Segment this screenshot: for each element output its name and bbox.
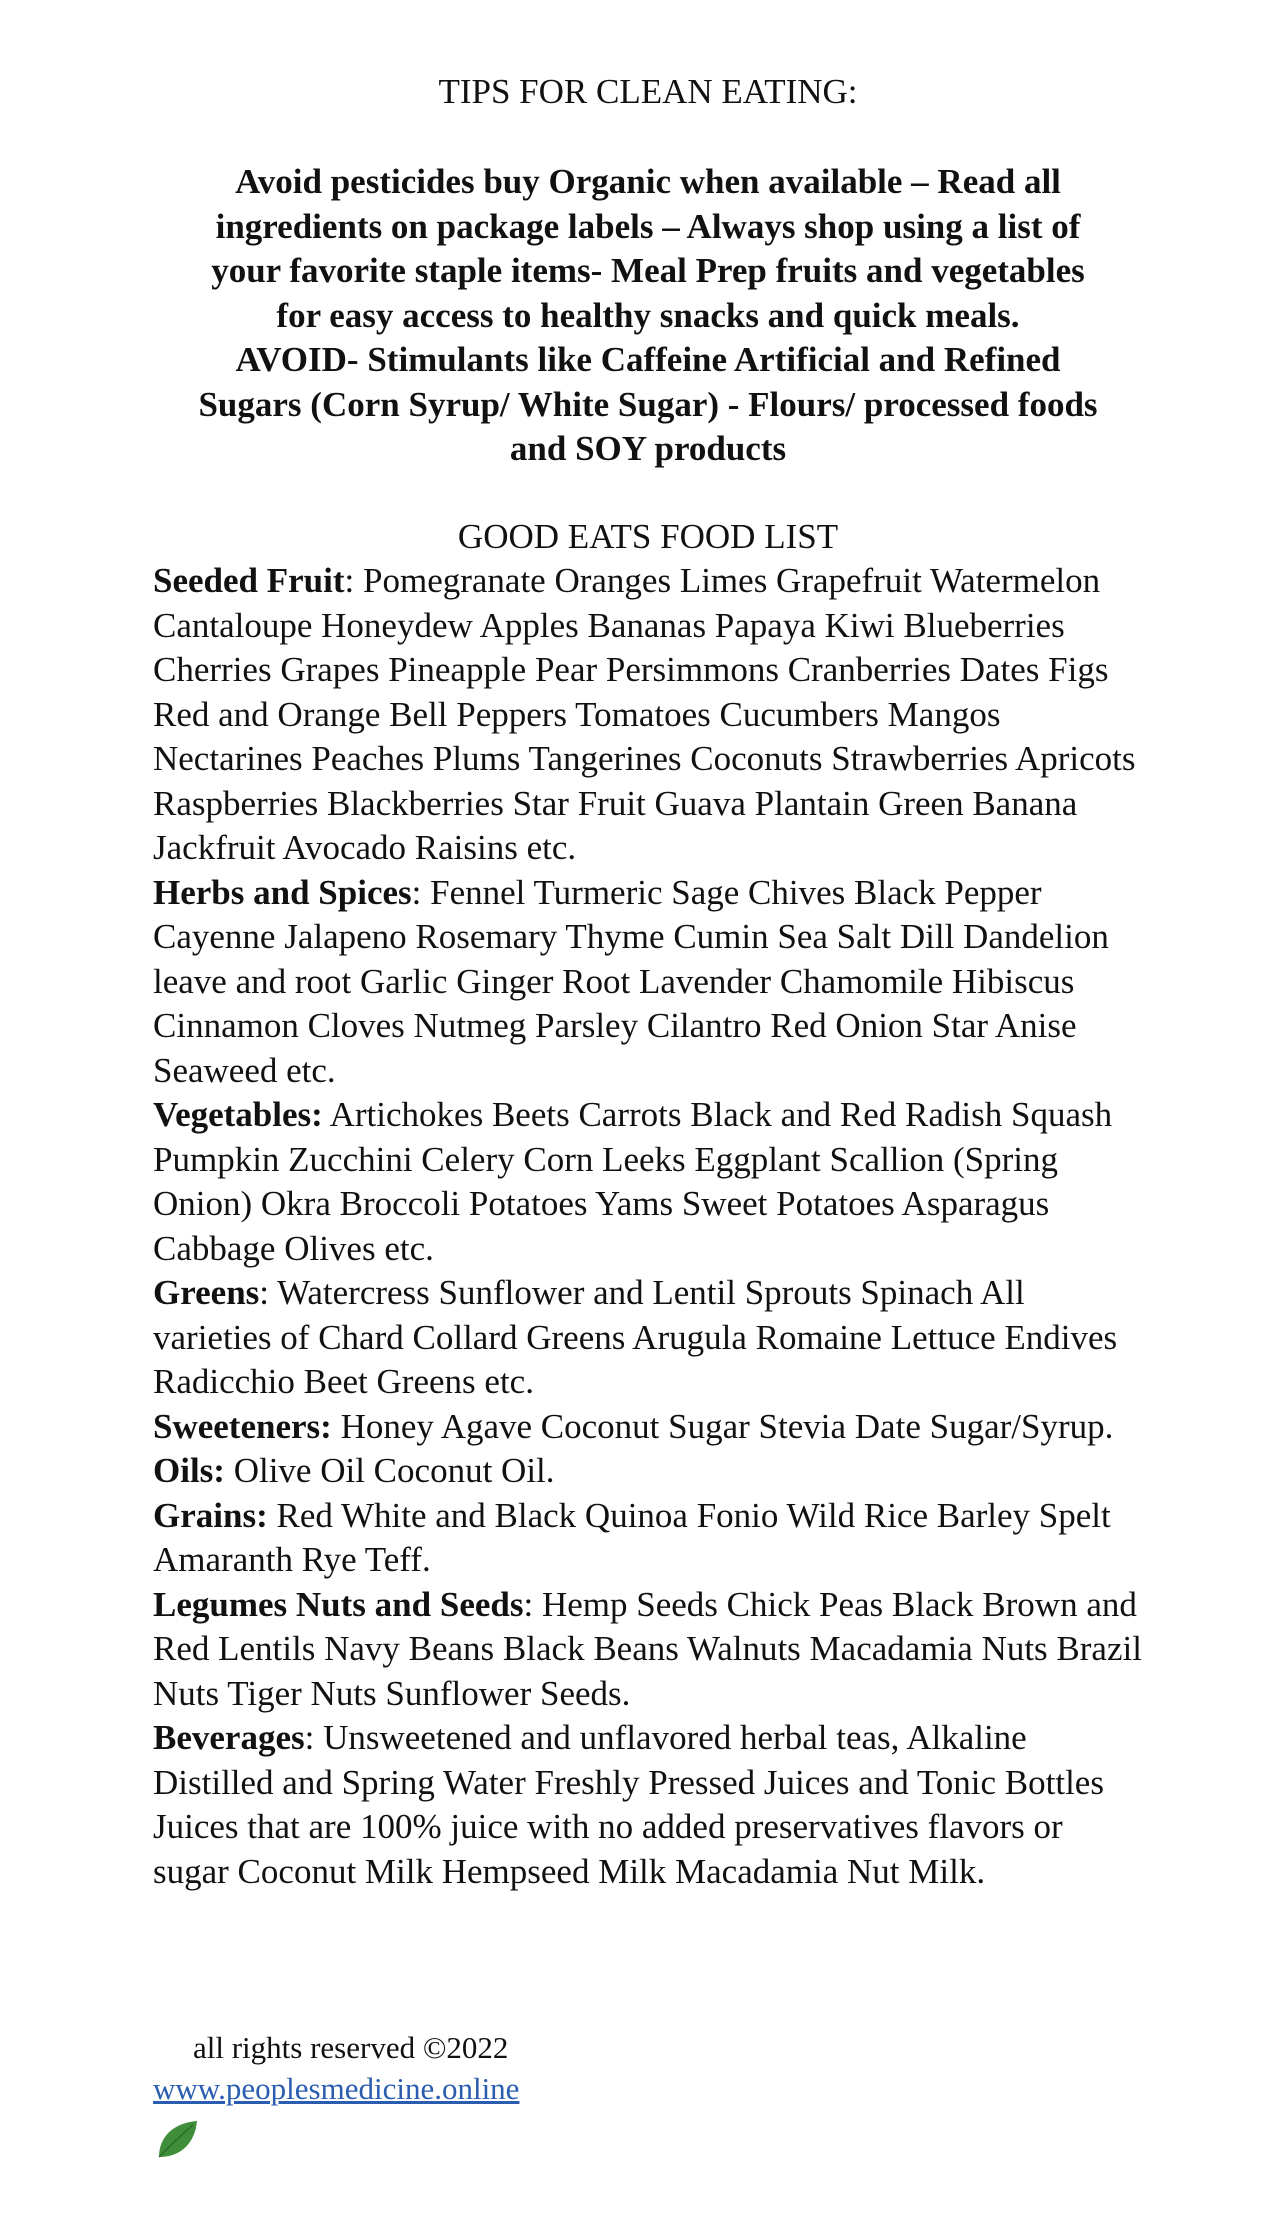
category-label: Seeded Fruit	[153, 561, 345, 600]
category-separator: :	[411, 872, 431, 912]
category-separator	[332, 1407, 341, 1446]
food-list	[153, 559, 1143, 1894]
tips-line: Avoid pesticides buy Organic when available – Read all	[235, 162, 1061, 201]
category-items: Artichokes Beets Carrots Black and Red Radish Squash Pumpkin Zucchini Celery Corn Leeks Eggplant Scallion (Spring Onion) Okra Broccoli Potatoes Yams Sweet Potatoes Asparagus Cabbage Olives etc.	[153, 1095, 1113, 1268]
tips-title: TIPS FOR CLEAN EATING:	[438, 72, 858, 111]
category-separator: :	[344, 561, 363, 600]
food-category	[153, 1583, 1143, 1717]
copyright-notice: all rights reserved ©2022	[193, 2030, 509, 2065]
category-separator: :	[259, 1273, 278, 1312]
category-label: Beverages	[153, 1718, 305, 1757]
tips-line: your favorite staple items- Meal Prep fruits and vegetables	[211, 251, 1085, 290]
tips-line: Sugars (Corn Syrup/ White Sugar) - Flours/ processed foods	[198, 384, 1098, 424]
food-category	[153, 1405, 1143, 1450]
category-label: Greens	[153, 1273, 260, 1312]
food-category	[153, 1494, 1143, 1583]
category-separator	[323, 1095, 330, 1134]
category-items: Olive Oil Coconut Oil.	[233, 1451, 555, 1490]
category-label: Oils:	[153, 1451, 225, 1490]
category-label: Vegetables:	[153, 1095, 323, 1134]
category-separator: :	[304, 1718, 324, 1757]
category-items: Honey Agave Coconut Sugar Stevia Date Sugar/Syrup.	[340, 1406, 1114, 1446]
category-label: Herbs and Spices	[153, 872, 412, 912]
tips-line: and SOY products	[509, 429, 787, 468]
tips-line: for easy access to healthy snacks and quick meals.	[276, 295, 1020, 335]
food-list-title: GOOD EATS FOOD LIST	[457, 517, 839, 556]
website-link[interactable]: www.peoplesmedicine.online	[153, 2071, 520, 2106]
food-category	[153, 1271, 1143, 1405]
category-label: Legumes Nuts and Seeds	[153, 1584, 524, 1624]
category-items: Hemp Seeds Chick Peas Black Brown and Red Lentils Navy Beans Black Beans Walnuts Macadamia Nuts Brazil Nuts Tiger Nuts Sunflower Seeds.	[153, 1584, 1142, 1713]
category-label: Grains:	[153, 1495, 268, 1535]
tips-paragraph	[153, 160, 1143, 472]
category-separator	[225, 1451, 234, 1490]
tips-line: ingredients on package labels – Always shop using a list of	[215, 206, 1081, 246]
category-items: Unsweetened and unflavored herbal teas, Alkaline Distilled and Spring Water Freshly Pressed Juices and Tonic Bottles Juices that are 100% juice with no added preservatives flavors or sugar Coconut Milk Hempseed Milk Macadamia Nut Milk.	[153, 1718, 1104, 1891]
category-items: Pomegranate Oranges Limes Grapefruit Watermelon Cantaloupe Honeydew Apples Bananas Papaya Kiwi Blueberries Cherries Grapes Pineapple Pear Persimmons Cranberries Dates Figs Red and Orange Bell Peppers Tomatoes Cucumbers Mangos Nectarines Peaches Plums Tangerines Coconuts Strawberries Apricots Raspberries Blackberries Star Fruit Guava Plantain Green Banana Jackfruit Avocado Raisins etc.	[153, 561, 1136, 867]
category-separator: :	[523, 1584, 542, 1624]
category-items: Fennel Turmeric Sage Chives Black Pepper Cayenne Jalapeno Rosemary Thyme Cumin Sea Salt Dill Dandelion leave and root Garlic Ginger Root Lavender Chamomile Hibiscus Cinnamon Cloves Nutmeg Parsley Cilantro Red Onion Star Anise Seaweed etc.	[153, 872, 1109, 1090]
tips-line: AVOID- Stimulants like Caffeine Artificial and Refined	[235, 340, 1061, 379]
food-category	[153, 559, 1143, 871]
category-items: Watercress Sunflower and Lentil Sprouts Spinach All varieties of Chard Collard Greens Arugula Romaine Lettuce Endives Radicchio Beet Greens etc.	[153, 1273, 1118, 1401]
food-category	[153, 1449, 1143, 1494]
food-category	[153, 1716, 1143, 1894]
food-category	[153, 871, 1143, 1094]
food-category	[153, 1093, 1143, 1271]
category-label: Sweeteners:	[153, 1406, 332, 1446]
leaf-icon	[153, 2115, 201, 2163]
category-items: Red White and Black Quinoa Fonio Wild Rice Barley Spelt Amaranth Rye Teff.	[153, 1495, 1111, 1579]
